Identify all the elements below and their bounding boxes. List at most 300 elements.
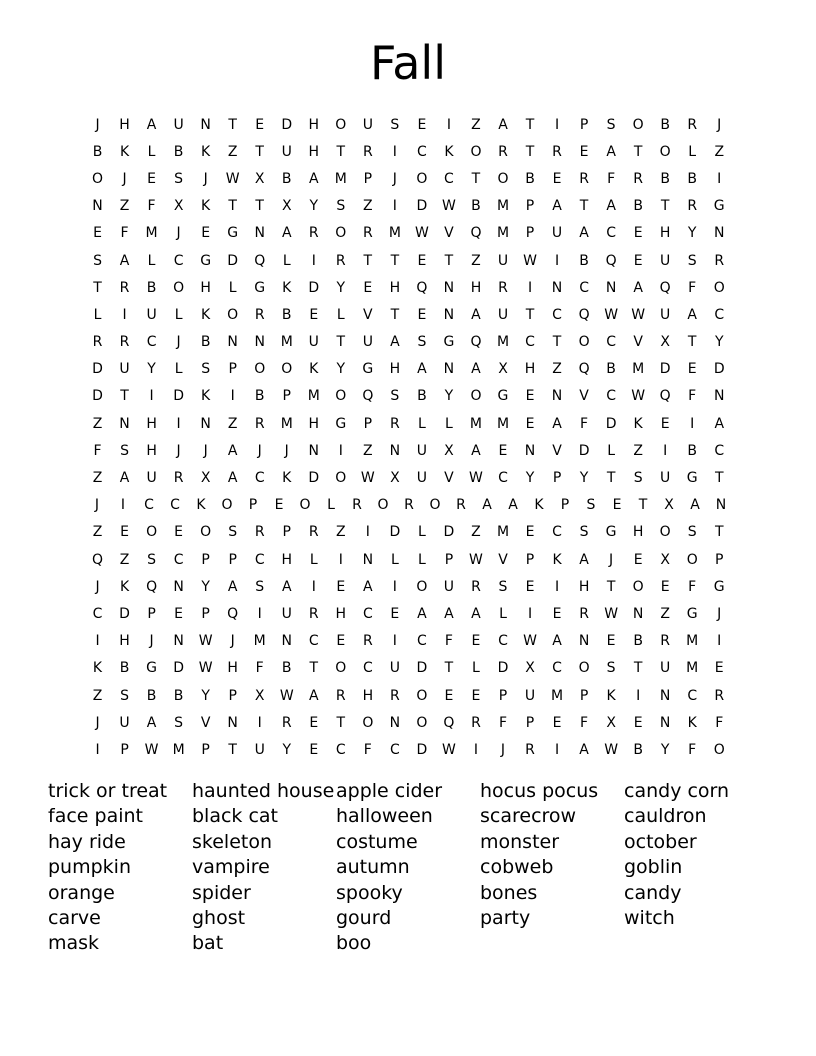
grid-row bbox=[84, 356, 734, 383]
grid-letter: R bbox=[687, 198, 698, 215]
grid-letter: B bbox=[687, 170, 697, 187]
grid-letter: B bbox=[281, 660, 292, 677]
grid-letter: R bbox=[389, 687, 400, 704]
grid-letter: P bbox=[248, 497, 258, 514]
grid-letter: G bbox=[335, 415, 347, 432]
grid-letter: M bbox=[388, 225, 401, 242]
grid-letter: T bbox=[606, 578, 616, 595]
grid-letter: F bbox=[444, 633, 453, 650]
grid-letter: O bbox=[713, 279, 725, 296]
grid-letter: A bbox=[227, 470, 238, 487]
grid-row bbox=[84, 165, 734, 192]
grid-letter: O bbox=[497, 170, 509, 187]
grid-letter: R bbox=[92, 334, 103, 351]
grid-letter: L bbox=[174, 306, 183, 323]
grid-letter: O bbox=[713, 741, 725, 758]
word-bank-item: cauldron bbox=[624, 805, 707, 828]
grid-letter: C bbox=[552, 524, 562, 541]
grid-letter: R bbox=[254, 415, 265, 432]
grid-letter: U bbox=[281, 143, 292, 160]
grid-row bbox=[84, 573, 734, 600]
grid-letter: C bbox=[173, 551, 184, 568]
grid-letter: M bbox=[496, 415, 510, 432]
grid-letter: O bbox=[416, 578, 428, 595]
grid-letter: U bbox=[660, 470, 671, 487]
grid-letter: G bbox=[713, 578, 725, 595]
grid-letter: N bbox=[92, 198, 103, 215]
grid-letter: Y bbox=[525, 470, 535, 487]
grid-letter: E bbox=[525, 415, 535, 432]
grid-letter: I bbox=[392, 578, 397, 595]
grid-letter: E bbox=[471, 633, 481, 650]
grid-row bbox=[84, 437, 734, 464]
word-bank-item: party bbox=[480, 907, 531, 930]
grid-letter: U bbox=[443, 578, 455, 595]
grid-letter: M bbox=[280, 415, 293, 432]
grid-letter: N bbox=[713, 225, 725, 242]
grid-letter: P bbox=[715, 551, 724, 568]
grid-letter: M bbox=[307, 388, 320, 405]
grid-letter: A bbox=[227, 578, 238, 595]
grid-letter: O bbox=[659, 143, 671, 160]
word-bank-item: trick or treat bbox=[48, 780, 168, 802]
grid-letter: A bbox=[417, 605, 427, 622]
grid-letter: U bbox=[119, 714, 130, 731]
grid-letter: T bbox=[687, 334, 697, 351]
grid-letter: F bbox=[715, 714, 724, 731]
word-bank-item: haunted house bbox=[192, 780, 335, 802]
grid-letter: R bbox=[498, 279, 508, 296]
grid-letter: Y bbox=[336, 279, 346, 296]
grid-letter: Q bbox=[443, 714, 455, 731]
grid-letter: G bbox=[227, 225, 239, 242]
grid-letter: Z bbox=[660, 605, 670, 622]
grid-letter: H bbox=[524, 361, 536, 378]
grid-letter: M bbox=[686, 633, 699, 650]
grid-letter: H bbox=[389, 361, 401, 378]
grid-letter: Y bbox=[147, 361, 156, 378]
grid-letter: E bbox=[633, 252, 643, 269]
grid-letter: O bbox=[299, 497, 311, 514]
grid-letter: S bbox=[174, 714, 184, 731]
grid-letter: I bbox=[122, 306, 127, 323]
grid-letter: Z bbox=[227, 143, 238, 160]
grid-letter: Z bbox=[92, 470, 103, 487]
grid-letter: B bbox=[660, 170, 670, 187]
grid-letter: I bbox=[717, 170, 722, 187]
grid-letter: M bbox=[496, 524, 510, 541]
grid-letter: L bbox=[93, 306, 102, 323]
grid-letter: X bbox=[660, 334, 670, 351]
grid-letter: N bbox=[254, 334, 265, 351]
grid-letter: B bbox=[687, 442, 697, 459]
grid-letter: T bbox=[390, 306, 400, 323]
grid-letter: O bbox=[470, 143, 482, 160]
grid-letter: P bbox=[147, 605, 156, 622]
grid-letter: Q bbox=[605, 252, 617, 269]
grid-letter: T bbox=[228, 198, 237, 215]
grid-letter: E bbox=[336, 633, 346, 650]
grid-letter: Q bbox=[227, 605, 239, 622]
grid-letter: N bbox=[443, 361, 455, 378]
grid-letter: B bbox=[606, 361, 616, 378]
grid-letter: I bbox=[446, 116, 451, 133]
word-bank-item: carve bbox=[48, 907, 101, 930]
grid-letter: A bbox=[363, 578, 373, 595]
grid-letter: T bbox=[228, 116, 237, 133]
grid-letter: Y bbox=[309, 198, 319, 215]
grid-letter: K bbox=[201, 198, 211, 215]
grid-letter: S bbox=[120, 442, 129, 459]
grid-letter: E bbox=[579, 143, 589, 160]
grid-letter: G bbox=[200, 252, 212, 269]
grid-letter: V bbox=[552, 442, 562, 459]
grid-letter: A bbox=[687, 306, 697, 323]
grid-letter: B bbox=[633, 198, 643, 215]
grid-letter: D bbox=[227, 252, 239, 269]
grid-letter: K bbox=[201, 306, 211, 323]
grid-letter: U bbox=[254, 741, 265, 758]
grid-letter: O bbox=[429, 497, 441, 514]
word-bank-item: vampire bbox=[192, 856, 270, 879]
grid-letter: V bbox=[498, 551, 508, 568]
grid-letter: S bbox=[390, 388, 400, 405]
grid-letter: K bbox=[309, 361, 319, 378]
grid-letter: D bbox=[173, 388, 184, 405]
grid-letter: A bbox=[471, 605, 481, 622]
grid-letter: N bbox=[551, 388, 563, 405]
grid-letter: X bbox=[390, 470, 400, 487]
grid-letter: W bbox=[631, 388, 646, 405]
grid-letter: N bbox=[227, 334, 238, 351]
word-bank-item: black cat bbox=[192, 805, 279, 828]
grid-letter: E bbox=[120, 524, 129, 541]
grid-letter: U bbox=[524, 687, 536, 704]
word-bank-item: apple cider bbox=[336, 780, 443, 802]
grid-letter: N bbox=[443, 279, 455, 296]
grid-letter: E bbox=[255, 116, 265, 133]
grid-letter: Z bbox=[471, 116, 481, 133]
grid-letter: J bbox=[95, 116, 100, 133]
grid-letter: W bbox=[198, 660, 213, 677]
grid-letter: U bbox=[551, 225, 563, 242]
grid-letter: X bbox=[606, 714, 616, 731]
grid-letter: C bbox=[362, 605, 373, 622]
grid-row bbox=[84, 111, 734, 138]
grid-letter: K bbox=[92, 660, 103, 677]
grid-letter: R bbox=[362, 225, 373, 242]
grid-letter: B bbox=[254, 388, 265, 405]
grid-letter: O bbox=[200, 524, 212, 541]
grid-letter: K bbox=[282, 470, 292, 487]
word-bank-item: witch bbox=[624, 907, 675, 930]
grid-letter: R bbox=[404, 497, 414, 514]
grid-letter: U bbox=[146, 470, 157, 487]
grid-letter: X bbox=[660, 551, 670, 568]
grid-letter: W bbox=[144, 741, 159, 758]
grid-letter: S bbox=[120, 687, 129, 704]
grid-letter: I bbox=[176, 415, 181, 432]
grid-letter: E bbox=[552, 605, 562, 622]
grid-letter: E bbox=[525, 524, 535, 541]
grid-letter: Y bbox=[201, 578, 210, 595]
grid-letter: A bbox=[119, 470, 130, 487]
grid-letter: C bbox=[146, 334, 157, 351]
grid-letter: N bbox=[659, 714, 671, 731]
grid-letter: A bbox=[552, 633, 562, 650]
grid-letter: W bbox=[442, 741, 456, 758]
grid-row bbox=[84, 546, 734, 573]
grid-letter: E bbox=[660, 578, 670, 595]
grid-letter: T bbox=[309, 660, 319, 677]
grid-letter: R bbox=[362, 633, 373, 650]
grid-letter: U bbox=[389, 660, 400, 677]
grid-letter: T bbox=[228, 741, 237, 758]
grid-letter: Y bbox=[444, 388, 454, 405]
grid-letter: G bbox=[254, 279, 266, 296]
grid-letter: Y bbox=[201, 687, 210, 704]
grid-letter: O bbox=[227, 306, 239, 323]
grid-letter: R bbox=[498, 143, 508, 160]
word-bank-column bbox=[48, 779, 192, 957]
grid-letter: C bbox=[92, 605, 103, 622]
grid-letter: G bbox=[443, 334, 455, 351]
grid-letter: A bbox=[146, 116, 157, 133]
grid-letter: C bbox=[308, 633, 319, 650]
grid-letter: N bbox=[200, 415, 211, 432]
letter-grid bbox=[84, 111, 734, 764]
grid-letter: U bbox=[497, 306, 509, 323]
grid-letter: T bbox=[120, 388, 129, 405]
grid-letter: E bbox=[444, 687, 454, 704]
grid-letter: A bbox=[471, 442, 481, 459]
grid-letter: N bbox=[551, 279, 563, 296]
grid-letter: P bbox=[525, 198, 535, 215]
grid-letter: T bbox=[552, 334, 562, 351]
grid-letter: L bbox=[688, 143, 697, 160]
grid-letter: J bbox=[609, 551, 614, 568]
grid-letter: J bbox=[94, 497, 100, 514]
grid-letter: W bbox=[469, 470, 483, 487]
grid-letter: R bbox=[552, 143, 562, 160]
grid-letter: I bbox=[149, 388, 154, 405]
grid-letter: A bbox=[606, 143, 616, 160]
grid-letter: U bbox=[660, 252, 671, 269]
grid-letter: L bbox=[147, 143, 156, 160]
grid-letter: K bbox=[633, 415, 643, 432]
grid-letter: C bbox=[335, 741, 346, 758]
grid-letter: N bbox=[362, 551, 374, 568]
grid-letter: I bbox=[338, 551, 343, 568]
grid-letter: H bbox=[659, 225, 671, 242]
grid-letter: P bbox=[579, 116, 589, 133]
grid-letter: X bbox=[664, 497, 674, 514]
grid-letter: F bbox=[498, 714, 508, 731]
word-bank-item: face paint bbox=[48, 805, 143, 828]
word-bank-item: bones bbox=[480, 881, 538, 904]
grid-letter: J bbox=[230, 633, 235, 650]
grid-letter: M bbox=[496, 225, 510, 242]
grid-letter: H bbox=[308, 143, 320, 160]
word-bank-item: hocus pocus bbox=[480, 780, 599, 802]
grid-letter: G bbox=[362, 361, 374, 378]
grid-letter: M bbox=[686, 660, 699, 677]
grid-row bbox=[84, 329, 734, 356]
grid-letter: D bbox=[416, 660, 428, 677]
grid-letter: B bbox=[173, 687, 184, 704]
grid-letter: A bbox=[633, 279, 643, 296]
grid-letter: G bbox=[497, 388, 509, 405]
word-bank-item: spider bbox=[192, 881, 251, 904]
grid-row bbox=[84, 519, 734, 546]
grid-letter: S bbox=[687, 524, 697, 541]
grid-letter: N bbox=[605, 279, 617, 296]
grid-letter: T bbox=[633, 660, 643, 677]
grid-letter: E bbox=[93, 225, 102, 242]
grid-letter: L bbox=[327, 497, 335, 514]
grid-letter: F bbox=[120, 225, 129, 242]
grid-letter: U bbox=[119, 361, 130, 378]
grid-letter: T bbox=[255, 143, 264, 160]
grid-letter: Y bbox=[579, 470, 589, 487]
grid-letter: X bbox=[525, 660, 535, 677]
word-bank-item: autumn bbox=[336, 856, 410, 879]
grid-letter: C bbox=[552, 660, 562, 677]
grid-letter: Q bbox=[659, 279, 671, 296]
grid-letter: C bbox=[714, 306, 725, 323]
grid-letter: L bbox=[607, 442, 616, 459]
grid-letter: I bbox=[95, 633, 100, 650]
grid-letter: E bbox=[336, 578, 346, 595]
grid-letter: A bbox=[552, 415, 562, 432]
grid-letter: R bbox=[660, 633, 671, 650]
grid-letter: Y bbox=[660, 741, 670, 758]
grid-letter: O bbox=[659, 524, 671, 541]
grid-letter: C bbox=[606, 225, 616, 242]
grid-letter: C bbox=[170, 497, 180, 514]
grid-letter: U bbox=[497, 252, 509, 269]
grid-letter: D bbox=[281, 116, 293, 133]
grid-letter: S bbox=[633, 470, 643, 487]
grid-letter: Z bbox=[471, 252, 481, 269]
grid-letter: Y bbox=[687, 225, 697, 242]
grid-letter: Z bbox=[92, 524, 103, 541]
grid-letter: I bbox=[311, 578, 316, 595]
grid-letter: K bbox=[606, 687, 616, 704]
grid-letter: I bbox=[554, 116, 560, 133]
grid-letter: R bbox=[335, 252, 346, 269]
grid-row bbox=[84, 600, 734, 627]
grid-letter: I bbox=[311, 252, 316, 269]
grid-letter: D bbox=[308, 470, 320, 487]
grid-row bbox=[84, 383, 734, 410]
grid-letter: P bbox=[552, 470, 562, 487]
grid-letter: A bbox=[498, 116, 508, 133]
grid-letter: D bbox=[713, 361, 725, 378]
word-bank-column bbox=[192, 779, 336, 957]
grid-letter: E bbox=[174, 524, 184, 541]
grid-letter: T bbox=[606, 470, 616, 487]
word-bank-item: ghost bbox=[192, 907, 246, 930]
grid-letter: K bbox=[201, 388, 211, 405]
grid-letter: O bbox=[335, 470, 347, 487]
grid-letter: H bbox=[146, 415, 157, 432]
grid-letter: J bbox=[176, 225, 181, 242]
grid-letter: Y bbox=[282, 741, 292, 758]
grid-letter: M bbox=[280, 334, 293, 351]
grid-row bbox=[84, 138, 734, 165]
grid-letter: Z bbox=[471, 524, 481, 541]
grid-letter: R bbox=[579, 170, 589, 187]
grid-letter: E bbox=[147, 170, 156, 187]
grid-letter: O bbox=[416, 687, 428, 704]
grid-letter: T bbox=[525, 116, 535, 133]
grid-letter: J bbox=[717, 116, 722, 133]
grid-letter: E bbox=[714, 660, 724, 677]
grid-letter: J bbox=[500, 741, 506, 758]
grid-letter: S bbox=[606, 116, 616, 133]
grid-letter: A bbox=[579, 225, 589, 242]
grid-letter: E bbox=[525, 388, 535, 405]
grid-letter: R bbox=[525, 741, 535, 758]
grid-letter: J bbox=[149, 633, 154, 650]
grid-letter: T bbox=[714, 524, 724, 541]
grid-letter: L bbox=[472, 660, 480, 677]
grid-letter: Z bbox=[336, 524, 346, 541]
grid-letter: T bbox=[336, 714, 346, 731]
grid-letter: I bbox=[554, 578, 560, 595]
grid-letter: E bbox=[274, 497, 284, 514]
grid-letter: O bbox=[221, 497, 233, 514]
grid-letter: U bbox=[308, 334, 319, 351]
grid-letter: G bbox=[146, 660, 157, 677]
grid-letter: P bbox=[363, 415, 373, 432]
grid-letter: H bbox=[227, 660, 238, 677]
grid-letter: A bbox=[308, 170, 319, 187]
grid-letter: R bbox=[471, 714, 481, 731]
grid-letter: F bbox=[688, 388, 697, 405]
grid-letter: J bbox=[284, 442, 289, 459]
grid-letter: E bbox=[417, 116, 427, 133]
grid-letter: H bbox=[362, 687, 374, 704]
grid-letter: A bbox=[390, 334, 400, 351]
grid-letter: D bbox=[389, 524, 401, 541]
grid-letter: D bbox=[578, 442, 590, 459]
grid-letter: C bbox=[254, 551, 265, 568]
grid-letter: Z bbox=[363, 442, 373, 459]
grid-letter: B bbox=[471, 198, 481, 215]
grid-letter: H bbox=[146, 442, 157, 459]
grid-letter: Q bbox=[578, 306, 590, 323]
grid-letter: N bbox=[715, 497, 727, 514]
word-bank-item: mask bbox=[48, 932, 100, 955]
grid-letter: U bbox=[362, 334, 373, 351]
word-bank-item: candy corn bbox=[624, 780, 730, 802]
grid-letter: O bbox=[632, 578, 644, 595]
grid-row bbox=[84, 682, 734, 709]
grid-letter: T bbox=[525, 143, 535, 160]
grid-letter: L bbox=[228, 279, 237, 296]
grid-letter: D bbox=[416, 741, 428, 758]
grid-letter: A bbox=[606, 198, 616, 215]
grid-letter: Q bbox=[362, 388, 374, 405]
grid-letter: I bbox=[527, 605, 533, 622]
word-bank-item: halloween bbox=[336, 805, 433, 828]
grid-letter: H bbox=[470, 279, 482, 296]
grid-letter: F bbox=[607, 170, 616, 187]
grid-letter: F bbox=[580, 714, 589, 731]
grid-letter: D bbox=[173, 660, 184, 677]
